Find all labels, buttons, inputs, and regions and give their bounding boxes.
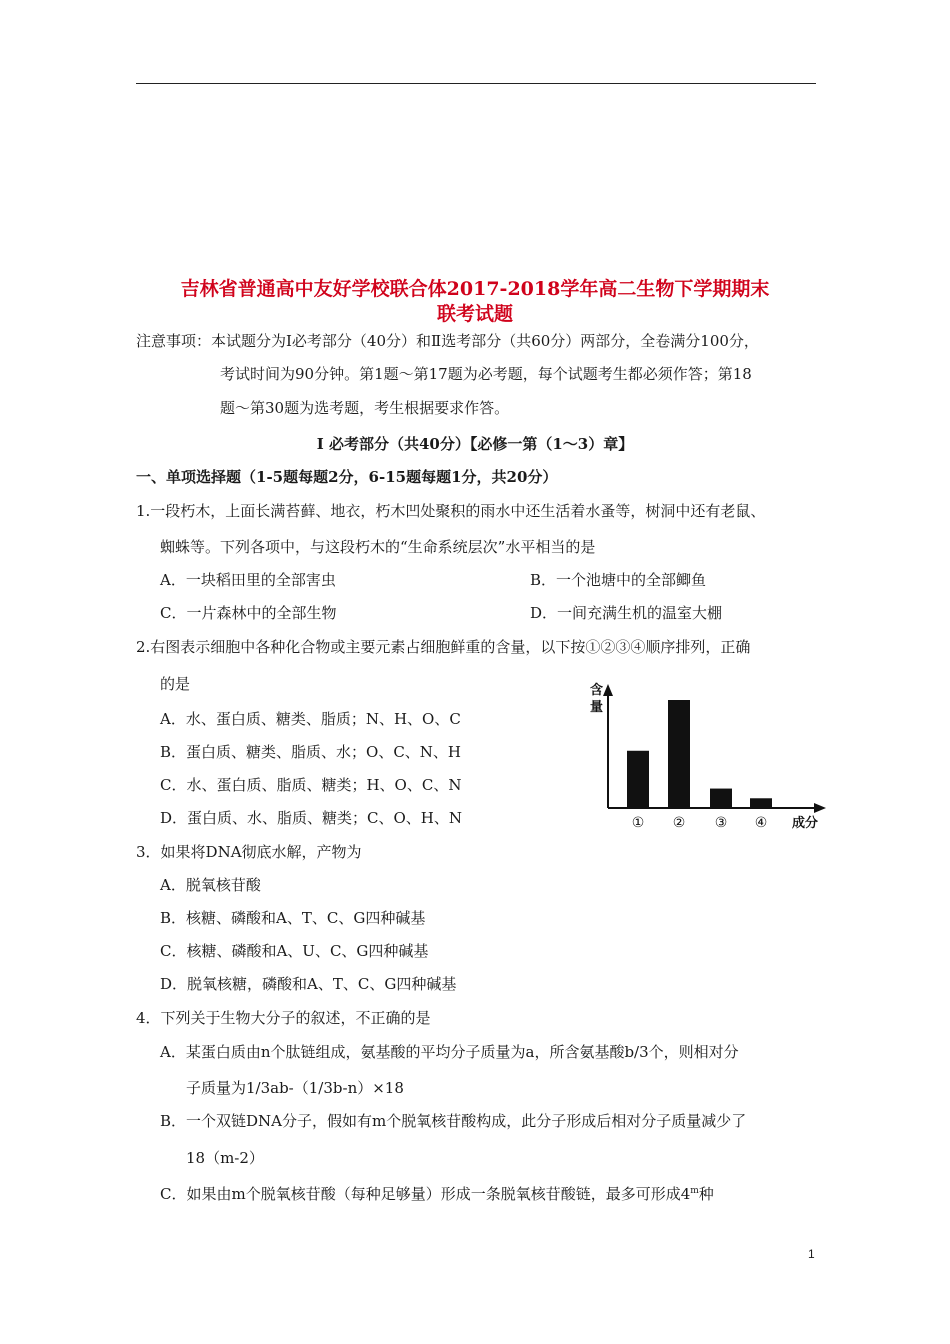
q1-stem-line2: 蜘蛛等。下列各项中，与这段朽木的“生命系统层次”水平相当的是 (160, 538, 596, 556)
paper-title-line2: 联考试题 (436, 303, 513, 325)
q4-option-b-line1: B．一个双链DNA分子，假如有m个脱氧核苷酸构成，此分子形成后相对分子质量减少了 (160, 1112, 747, 1130)
q4-option-a-line2: 子质量为1/3ab-（1/3b-n）×18 (186, 1079, 404, 1097)
section-heading: Ⅰ 必考部分（共40分）【必修一第（1～3）章】 (316, 435, 634, 453)
q2-option-b: B．蛋白质、糖类、脂质、水；O、C、N、H (160, 743, 462, 761)
page-number: 1 (808, 1247, 815, 1261)
notice-line3: 题～第30题为选考题，考生根据要求作答。 (220, 399, 510, 417)
y-axis-label-char1: 含 (590, 683, 604, 698)
header-rule (136, 83, 816, 84)
q3-option-b: B．核糖、磷酸和A、T、C、G四种碱基 (160, 909, 426, 927)
q4-option-b-line2: 18（m-2） (186, 1149, 264, 1167)
x-tick-label-4: ④ (754, 815, 768, 831)
q4-option-c-text: C．如果由m个脱氧核苷酸（每种足够量）形成一条脱氧核苷酸链，最多可形成4 (160, 1185, 691, 1203)
compound-content-chart (570, 680, 840, 840)
y-axis-label-char2: 量 (590, 700, 604, 715)
q1-stem-line1: 1.一段朽木，上面长满苔藓、地衣，朽木凹处聚积的雨水中还生活着水蚤等，树洞中还有老鼠、 (136, 502, 766, 520)
q1-option-c: C．一片森林中的全部生物 (160, 604, 337, 622)
notice-line1: 注意事项：本试题分为Ⅰ必考部分（40分）和Ⅱ选考部分（共60分）两部分，全卷满分100分， (136, 332, 759, 350)
x-tick-label-1: ① (631, 815, 645, 831)
notice-line2: 考试时间为90分钟。第1题～第17题为必考题，每个试题考生都必须作答；第18 (220, 365, 752, 383)
paper-title-line1: 吉林省普通高中友好学校联合体2017-2018学年高二生物下学期期末 (180, 278, 770, 300)
q4-option-a-line1: A．某蛋白质由n个肽链组成，氨基酸的平均分子质量为a，所含氨基酸b/3个，则相对分 (160, 1043, 739, 1061)
q1-option-a: A．一块稻田里的全部害虫 (160, 571, 336, 589)
y-axis-arrow (603, 684, 613, 696)
q3-stem: 3．如果将DNA彻底水解，产物为 (136, 843, 362, 861)
q2-stem-line2: 的是 (160, 675, 191, 693)
q2-stem-line1: 2.右图表示细胞中各种化合物或主要元素占细胞鲜重的含量，以下按①②③④顺序排列，正确 (136, 638, 751, 656)
q3-option-a: A．脱氧核苷酸 (160, 876, 261, 894)
q1-option-b: B．一个池塘中的全部鲫鱼 (530, 571, 707, 589)
part-heading: 一、单项选择题（1-5题每题2分，6-15题每题1分，共20分） (136, 468, 558, 486)
x-axis-arrow (814, 803, 826, 813)
x-tick-label-3: ③ (714, 815, 728, 831)
q4-stem: 4．下列关于生物大分子的叙述，不正确的是 (136, 1009, 431, 1027)
q2-option-d: D．蛋白质、水、脂质、糖类；C、O、H、N (160, 809, 463, 827)
q4-option-c-line1 (160, 1183, 714, 1204)
q2-option-c: C．水、蛋白质、脂质、糖类；H、O、C、N (160, 776, 462, 794)
bar-2 (668, 700, 690, 808)
x-axis-label: 成分 (792, 816, 819, 831)
q1-option-d: D．一间充满生机的温室大棚 (530, 604, 723, 622)
x-tick-label-2: ② (672, 815, 686, 831)
q4-option-c-superscript: m (690, 1186, 699, 1196)
q4-option-c-end: 种 (698, 1185, 714, 1203)
bar-4 (750, 798, 772, 808)
bar-3 (710, 789, 732, 808)
q2-option-a: A．水、蛋白质、糖类、脂质；N、H、O、C (160, 710, 461, 728)
q3-option-d: D．脱氧核糖，磷酸和A、T、C、G四种碱基 (160, 975, 457, 993)
q3-option-c: C．核糖、磷酸和A、U、C、G四种碱基 (160, 942, 429, 960)
bar-1 (627, 751, 649, 808)
